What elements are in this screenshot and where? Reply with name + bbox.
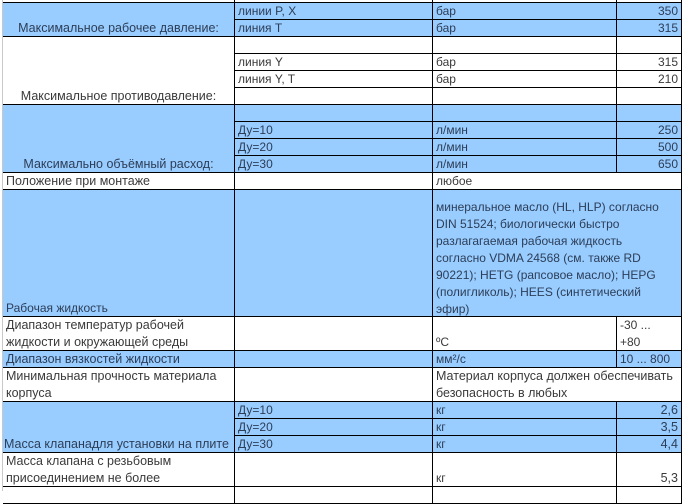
mounting-position-label[interactable]: Положение при монтаже bbox=[3, 173, 235, 190]
back-unit-yt[interactable]: бар bbox=[433, 71, 617, 88]
back-value-yt[interactable]: 210 bbox=[617, 71, 682, 88]
mass-size-20[interactable]: Ду=20 bbox=[235, 419, 433, 436]
pressure-value-px[interactable]: 350 bbox=[617, 3, 682, 20]
back-blank2-c[interactable] bbox=[433, 88, 617, 105]
housing-strength-label[interactable]: Минимальная прочность материала корпуса bbox=[3, 368, 235, 402]
flow-size-20[interactable]: Ду=20 bbox=[235, 139, 433, 156]
back-unit-y[interactable]: бар bbox=[433, 54, 617, 71]
back-line-yt[interactable]: линия Y, T bbox=[235, 71, 433, 88]
mass-value-30[interactable]: 4,4 bbox=[617, 436, 682, 453]
unit-text: ºC bbox=[436, 335, 450, 349]
mounting-position-value[interactable]: любое bbox=[433, 173, 682, 190]
working-fluid-value[interactable]: минеральное масло (HL, HLP) согласно DIN 51524; биологически быстро разлагагаемая рабочая жидкость согласно VDMA 24568 (см. также RD 90221); HETG (рапсовое масло); HEPG (полигликоль); HEES (синтетический эфир) bbox=[433, 190, 682, 317]
temperature-range-label[interactable]: Диапазон температур рабочей жидкости и окружающей среды bbox=[3, 317, 235, 351]
mass-size-10[interactable]: Ду=10 bbox=[235, 402, 433, 419]
temperature-max: +80 bbox=[620, 335, 641, 349]
flow-unit-10[interactable]: л/мин bbox=[433, 122, 617, 139]
label-text: Масса клапанадля установки на плите bbox=[4, 437, 229, 451]
mass-value-20[interactable]: 3,5 bbox=[617, 419, 682, 436]
label-text: Рабочая жидкость bbox=[6, 301, 108, 315]
cell-bottom-a[interactable] bbox=[3, 487, 235, 504]
back-blank2-d[interactable] bbox=[617, 88, 682, 105]
temperature-blank-b[interactable] bbox=[235, 317, 433, 351]
flow-unit-20[interactable]: л/мин bbox=[433, 139, 617, 156]
pressure-unit-px[interactable]: бар bbox=[433, 3, 617, 20]
flow-size-10[interactable]: Ду=10 bbox=[235, 122, 433, 139]
back-blank-c[interactable] bbox=[433, 37, 617, 54]
flow-value-10[interactable]: 250 bbox=[617, 122, 682, 139]
pressure-line-t[interactable]: линия T bbox=[235, 20, 433, 37]
mass-unit-10[interactable]: кг bbox=[433, 402, 617, 419]
flow-size-30[interactable]: Ду=30 bbox=[235, 156, 433, 173]
mass-value-10[interactable]: 2,6 bbox=[617, 402, 682, 419]
temperature-value[interactable] bbox=[617, 317, 682, 351]
viscosity-unit[interactable]: мм²/с bbox=[433, 351, 617, 368]
value-text: 5,3 bbox=[660, 471, 678, 485]
cell-bottom-b[interactable] bbox=[235, 487, 433, 504]
temperature-min: -30 ... bbox=[620, 318, 651, 332]
housing-strength-value[interactable]: Материал корпуса должен обеспечивать безопасность в любых bbox=[433, 368, 682, 402]
mass-unit-30[interactable]: кг bbox=[433, 436, 617, 453]
mass-plate-label[interactable] bbox=[3, 402, 235, 453]
back-value-y[interactable]: 315 bbox=[617, 54, 682, 71]
back-blank-b[interactable] bbox=[235, 37, 433, 54]
label-text: Максимальное противодавление: bbox=[20, 89, 217, 103]
mass-threaded-unit[interactable] bbox=[433, 453, 617, 487]
housing-blank-b[interactable] bbox=[235, 368, 433, 402]
label-text: Максимальное рабочее давление: bbox=[18, 21, 219, 35]
back-line-y[interactable]: линия Y bbox=[235, 54, 433, 71]
viscosity-range-label[interactable]: Диапазон вязкостей жидкости bbox=[3, 351, 235, 368]
flow-blank-d[interactable] bbox=[617, 105, 682, 122]
mass-size-30[interactable]: Ду=30 bbox=[235, 436, 433, 453]
mass-threaded-value[interactable] bbox=[617, 453, 682, 487]
working-fluid-blank-b[interactable] bbox=[235, 190, 433, 317]
mounting-blank-b[interactable] bbox=[235, 173, 433, 190]
mass-unit-20[interactable]: кг bbox=[433, 419, 617, 436]
label-text: Максимально объёмный расход: bbox=[23, 157, 214, 171]
max-working-pressure-label[interactable] bbox=[3, 3, 235, 37]
mass-threaded-blank-b[interactable] bbox=[235, 453, 433, 487]
flow-value-30[interactable]: 650 bbox=[617, 156, 682, 173]
working-fluid-label[interactable] bbox=[3, 190, 235, 317]
back-blank-d[interactable] bbox=[617, 37, 682, 54]
pressure-value-t[interactable]: 315 bbox=[617, 20, 682, 37]
unit-text: кг bbox=[436, 471, 446, 485]
flow-unit-30[interactable]: л/мин bbox=[433, 156, 617, 173]
cell-bottom-c[interactable] bbox=[433, 487, 617, 504]
temperature-unit[interactable] bbox=[433, 317, 617, 351]
max-back-pressure-label[interactable] bbox=[3, 37, 235, 105]
pressure-line-px[interactable]: линии P, X bbox=[235, 3, 433, 20]
viscosity-value[interactable]: 10 ... 800 bbox=[617, 351, 682, 368]
back-blank2-b[interactable] bbox=[235, 88, 433, 105]
cell-bottom-d[interactable] bbox=[617, 487, 682, 504]
pressure-unit-t[interactable]: бар bbox=[433, 20, 617, 37]
max-flow-label[interactable] bbox=[3, 105, 235, 173]
flow-blank-c[interactable] bbox=[433, 105, 617, 122]
viscosity-blank-b[interactable] bbox=[235, 351, 433, 368]
mass-threaded-label[interactable]: Масса клапана с резьбовым присоединением не более bbox=[3, 453, 235, 487]
flow-value-20[interactable]: 500 bbox=[617, 139, 682, 156]
flow-blank-b[interactable] bbox=[235, 105, 433, 122]
